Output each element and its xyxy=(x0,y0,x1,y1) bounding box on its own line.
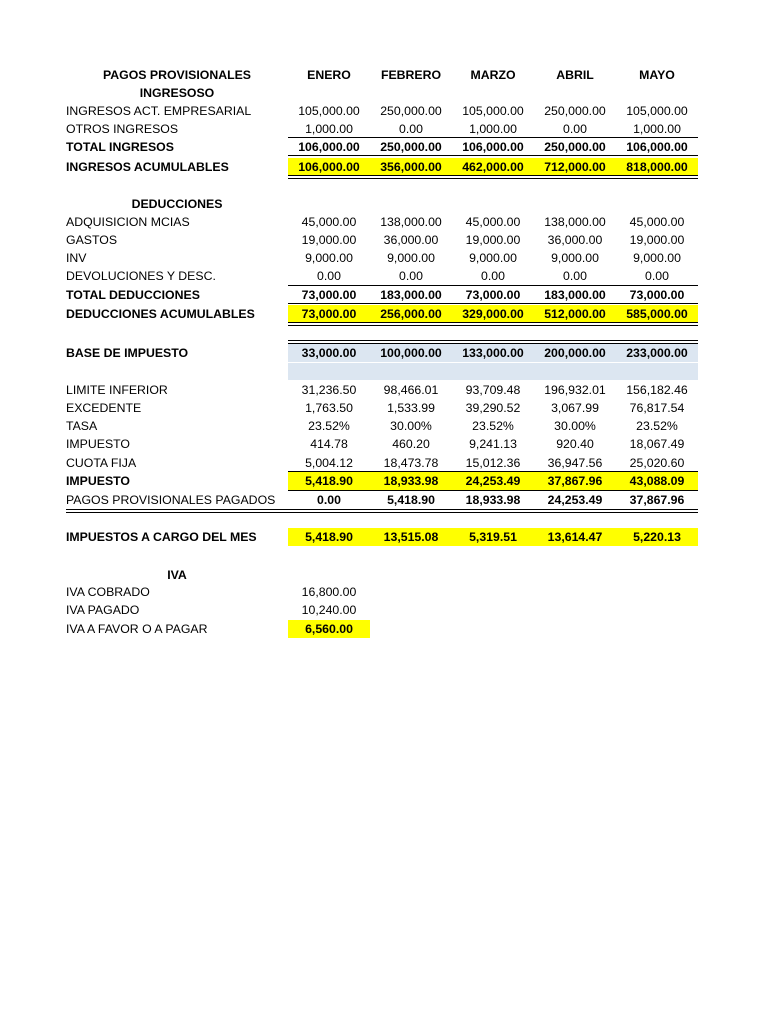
deducciones-heading-row xyxy=(0,195,768,213)
value-cell: 73,000.00 xyxy=(629,288,685,302)
value-cell: 43,088.09 xyxy=(629,474,685,488)
value-cell: 133,000.00 xyxy=(462,346,524,360)
row-label: IVA PAGADO xyxy=(66,603,140,617)
value-cell: 106,000.00 xyxy=(298,140,360,154)
value-cell: 45,000.00 xyxy=(629,215,685,229)
value-cell: 18,933.98 xyxy=(465,493,521,507)
value-cell: 18,067.49 xyxy=(629,437,685,451)
row-label: EXCEDENTE xyxy=(66,401,142,415)
value-cell: 31,236.50 xyxy=(301,383,357,397)
section-heading: INGRESOSO xyxy=(139,86,215,100)
value-cell: 25,020.60 xyxy=(629,456,685,470)
row-label: IMPUESTO xyxy=(66,474,131,488)
value-cell: 100,000.00 xyxy=(380,346,442,360)
value-cell: 45,000.00 xyxy=(465,215,521,229)
top-border xyxy=(288,303,698,304)
value-cell: 356,000.00 xyxy=(380,160,442,174)
row-label: TOTAL DEDUCCIONES xyxy=(66,288,200,302)
value-cell: 0.00 xyxy=(563,122,587,136)
double-underline xyxy=(288,322,698,326)
value-cell: 106,000.00 xyxy=(298,160,360,174)
table-row xyxy=(0,417,768,435)
table-row xyxy=(0,381,768,399)
month-header: ENERO xyxy=(307,68,351,82)
value-cell: 30.00% xyxy=(554,419,596,433)
impuesto-total-row xyxy=(0,472,768,490)
value-cell: 5,418.90 xyxy=(305,530,353,544)
row-label: TOTAL INGRESOS xyxy=(66,140,174,154)
iva-result-row xyxy=(0,620,768,638)
value-cell: 0.00 xyxy=(645,269,669,283)
value-cell: 9,000.00 xyxy=(305,251,353,265)
row-label: TASA xyxy=(66,419,98,433)
value-cell: 19,000.00 xyxy=(301,233,357,247)
table-row xyxy=(0,213,768,231)
value-cell: 105,000.00 xyxy=(298,104,360,118)
row-label: IMPUESTO xyxy=(66,437,131,451)
row-label: INV xyxy=(66,251,87,265)
double-underline xyxy=(66,509,698,513)
value-cell: 156,182.46 xyxy=(626,383,688,397)
value-cell: 24,253.49 xyxy=(465,474,521,488)
value-cell: 138,000.00 xyxy=(380,215,442,229)
table-row xyxy=(0,491,768,509)
value-cell: 16,800.00 xyxy=(301,585,357,599)
row-label: BASE DE IMPUESTO xyxy=(66,346,189,360)
value-cell: 73,000.00 xyxy=(301,307,357,321)
section-heading: IVA xyxy=(167,568,187,582)
row-label: IVA COBRADO xyxy=(66,585,150,599)
value-cell: 15,012.36 xyxy=(465,456,521,470)
value-cell: 138,000.00 xyxy=(544,215,606,229)
value-cell: 0.00 xyxy=(317,269,341,283)
value-cell: 3,067.99 xyxy=(551,401,599,415)
month-header: MARZO xyxy=(470,68,516,82)
value-cell: 36,000.00 xyxy=(383,233,439,247)
header-row xyxy=(0,66,768,84)
row-label: OTROS INGRESOS xyxy=(66,122,179,136)
row-label: DEDUCCIONES ACUMULABLES xyxy=(66,307,255,321)
value-cell: 250,000.00 xyxy=(544,140,606,154)
base-row xyxy=(0,344,768,362)
value-cell: 33,000.00 xyxy=(301,346,357,360)
total-row xyxy=(0,138,768,156)
table-row xyxy=(0,267,768,285)
value-cell: 13,614.47 xyxy=(547,530,603,544)
value-cell: 23.52% xyxy=(636,419,678,433)
row-label: CUOTA FIJA xyxy=(66,456,137,470)
value-cell: 256,000.00 xyxy=(380,307,442,321)
value-cell: 39,290.52 xyxy=(465,401,521,415)
value-cell: 9,241.13 xyxy=(469,437,517,451)
value-cell: 105,000.00 xyxy=(462,104,524,118)
value-cell: 1,000.00 xyxy=(305,122,353,136)
table-row xyxy=(0,120,768,138)
value-cell: 93,709.48 xyxy=(465,383,521,397)
value-cell: 9,000.00 xyxy=(469,251,517,265)
value-cell: 6,560.00 xyxy=(305,622,353,636)
value-cell: 183,000.00 xyxy=(544,288,606,302)
value-cell: 73,000.00 xyxy=(465,288,521,302)
month-header: FEBRERO xyxy=(380,68,442,82)
value-cell: 250,000.00 xyxy=(544,104,606,118)
value-cell: 5,004.12 xyxy=(305,456,353,470)
value-cell: 18,933.98 xyxy=(383,474,439,488)
table-row xyxy=(0,231,768,249)
value-cell: 1,763.50 xyxy=(305,401,353,415)
value-cell: 106,000.00 xyxy=(626,140,688,154)
table-row xyxy=(0,102,768,120)
row-label: PAGOS PROVISIONALES PAGADOS xyxy=(66,493,276,507)
row-label: INGRESOS ACT. EMPRESARIAL xyxy=(66,104,252,118)
row-label: INGRESOS ACUMULABLES xyxy=(66,160,229,174)
value-cell: 462,000.00 xyxy=(462,160,524,174)
value-cell: 250,000.00 xyxy=(380,140,442,154)
value-cell: 76,817.54 xyxy=(629,401,685,415)
value-cell: 818,000.00 xyxy=(626,160,688,174)
row-label: DEVOLUCIONES Y DESC. xyxy=(66,269,216,283)
value-cell: 23.52% xyxy=(472,419,514,433)
value-cell: 196,932.01 xyxy=(544,383,606,397)
value-cell: 9,000.00 xyxy=(387,251,435,265)
value-cell: 512,000.00 xyxy=(544,307,606,321)
table-row xyxy=(0,435,768,453)
table-row xyxy=(0,399,768,417)
value-cell: 19,000.00 xyxy=(465,233,521,247)
table-row xyxy=(0,249,768,267)
value-cell: 200,000.00 xyxy=(544,346,606,360)
value-cell: 23.52% xyxy=(308,419,350,433)
value-cell: 13,515.08 xyxy=(383,530,439,544)
row-label: GASTOS xyxy=(66,233,118,247)
row-label: LIMITE INFERIOR xyxy=(66,383,168,397)
value-cell: 18,473.78 xyxy=(383,456,439,470)
value-cell: 1,000.00 xyxy=(633,122,681,136)
value-cell: 5,319.51 xyxy=(469,530,517,544)
value-cell: 106,000.00 xyxy=(462,140,524,154)
value-cell: 0.00 xyxy=(481,269,505,283)
value-cell: 460.20 xyxy=(392,437,430,451)
value-cell: 250,000.00 xyxy=(380,104,442,118)
row-label: IMPUESTOS A CARGO DEL MES xyxy=(66,530,257,544)
iva-heading-row xyxy=(0,566,768,584)
value-cell: 36,000.00 xyxy=(547,233,603,247)
row-label: ADQUISICION MCIAS xyxy=(66,215,190,229)
base-fill-blank xyxy=(288,363,698,380)
value-cell: 30.00% xyxy=(390,419,432,433)
value-cell: 585,000.00 xyxy=(626,307,688,321)
value-cell: 105,000.00 xyxy=(626,104,688,118)
month-header: MAYO xyxy=(639,68,675,82)
accumulated-row xyxy=(0,305,768,323)
top-border xyxy=(288,155,698,156)
value-cell: 183,000.00 xyxy=(380,288,442,302)
table-row xyxy=(0,454,768,472)
double-underline xyxy=(288,175,698,179)
total-row xyxy=(0,286,768,304)
value-cell: 0.00 xyxy=(317,493,341,507)
value-cell: 414.78 xyxy=(310,437,348,451)
value-cell: 1,000.00 xyxy=(469,122,517,136)
value-cell: 10,240.00 xyxy=(301,603,357,617)
value-cell: 0.00 xyxy=(399,269,423,283)
table-row xyxy=(0,583,768,601)
ingresos-heading-row xyxy=(0,84,768,102)
value-cell: 24,253.49 xyxy=(547,493,603,507)
value-cell: 5,418.90 xyxy=(387,493,435,507)
cargo-row xyxy=(0,528,768,546)
value-cell: 37,867.96 xyxy=(629,493,685,507)
value-cell: 9,000.00 xyxy=(633,251,681,265)
value-cell: 0.00 xyxy=(399,122,423,136)
table-row xyxy=(0,601,768,619)
value-cell: 5,418.90 xyxy=(305,474,353,488)
value-cell: 98,466.01 xyxy=(383,383,439,397)
value-cell: 5,220.13 xyxy=(633,530,681,544)
value-cell: 329,000.00 xyxy=(462,307,524,321)
section-heading: DEDUCCIONES xyxy=(131,197,223,211)
value-cell: 712,000.00 xyxy=(544,160,606,174)
value-cell: 9,000.00 xyxy=(551,251,599,265)
value-cell: 73,000.00 xyxy=(301,288,357,302)
value-cell: 1,533.99 xyxy=(387,401,435,415)
value-cell: 0.00 xyxy=(563,269,587,283)
value-cell: 920.40 xyxy=(556,437,594,451)
value-cell: 37,867.96 xyxy=(547,474,603,488)
month-header: ABRIL xyxy=(556,68,594,82)
value-cell: 45,000.00 xyxy=(301,215,357,229)
value-cell: 233,000.00 xyxy=(626,346,688,360)
row-label: IVA A FAVOR O A PAGAR xyxy=(66,622,208,636)
value-cell: 36,947.56 xyxy=(547,456,603,470)
sheet-title: PAGOS PROVISIONALES xyxy=(102,68,252,82)
accumulated-row xyxy=(0,158,768,176)
value-cell: 19,000.00 xyxy=(629,233,685,247)
